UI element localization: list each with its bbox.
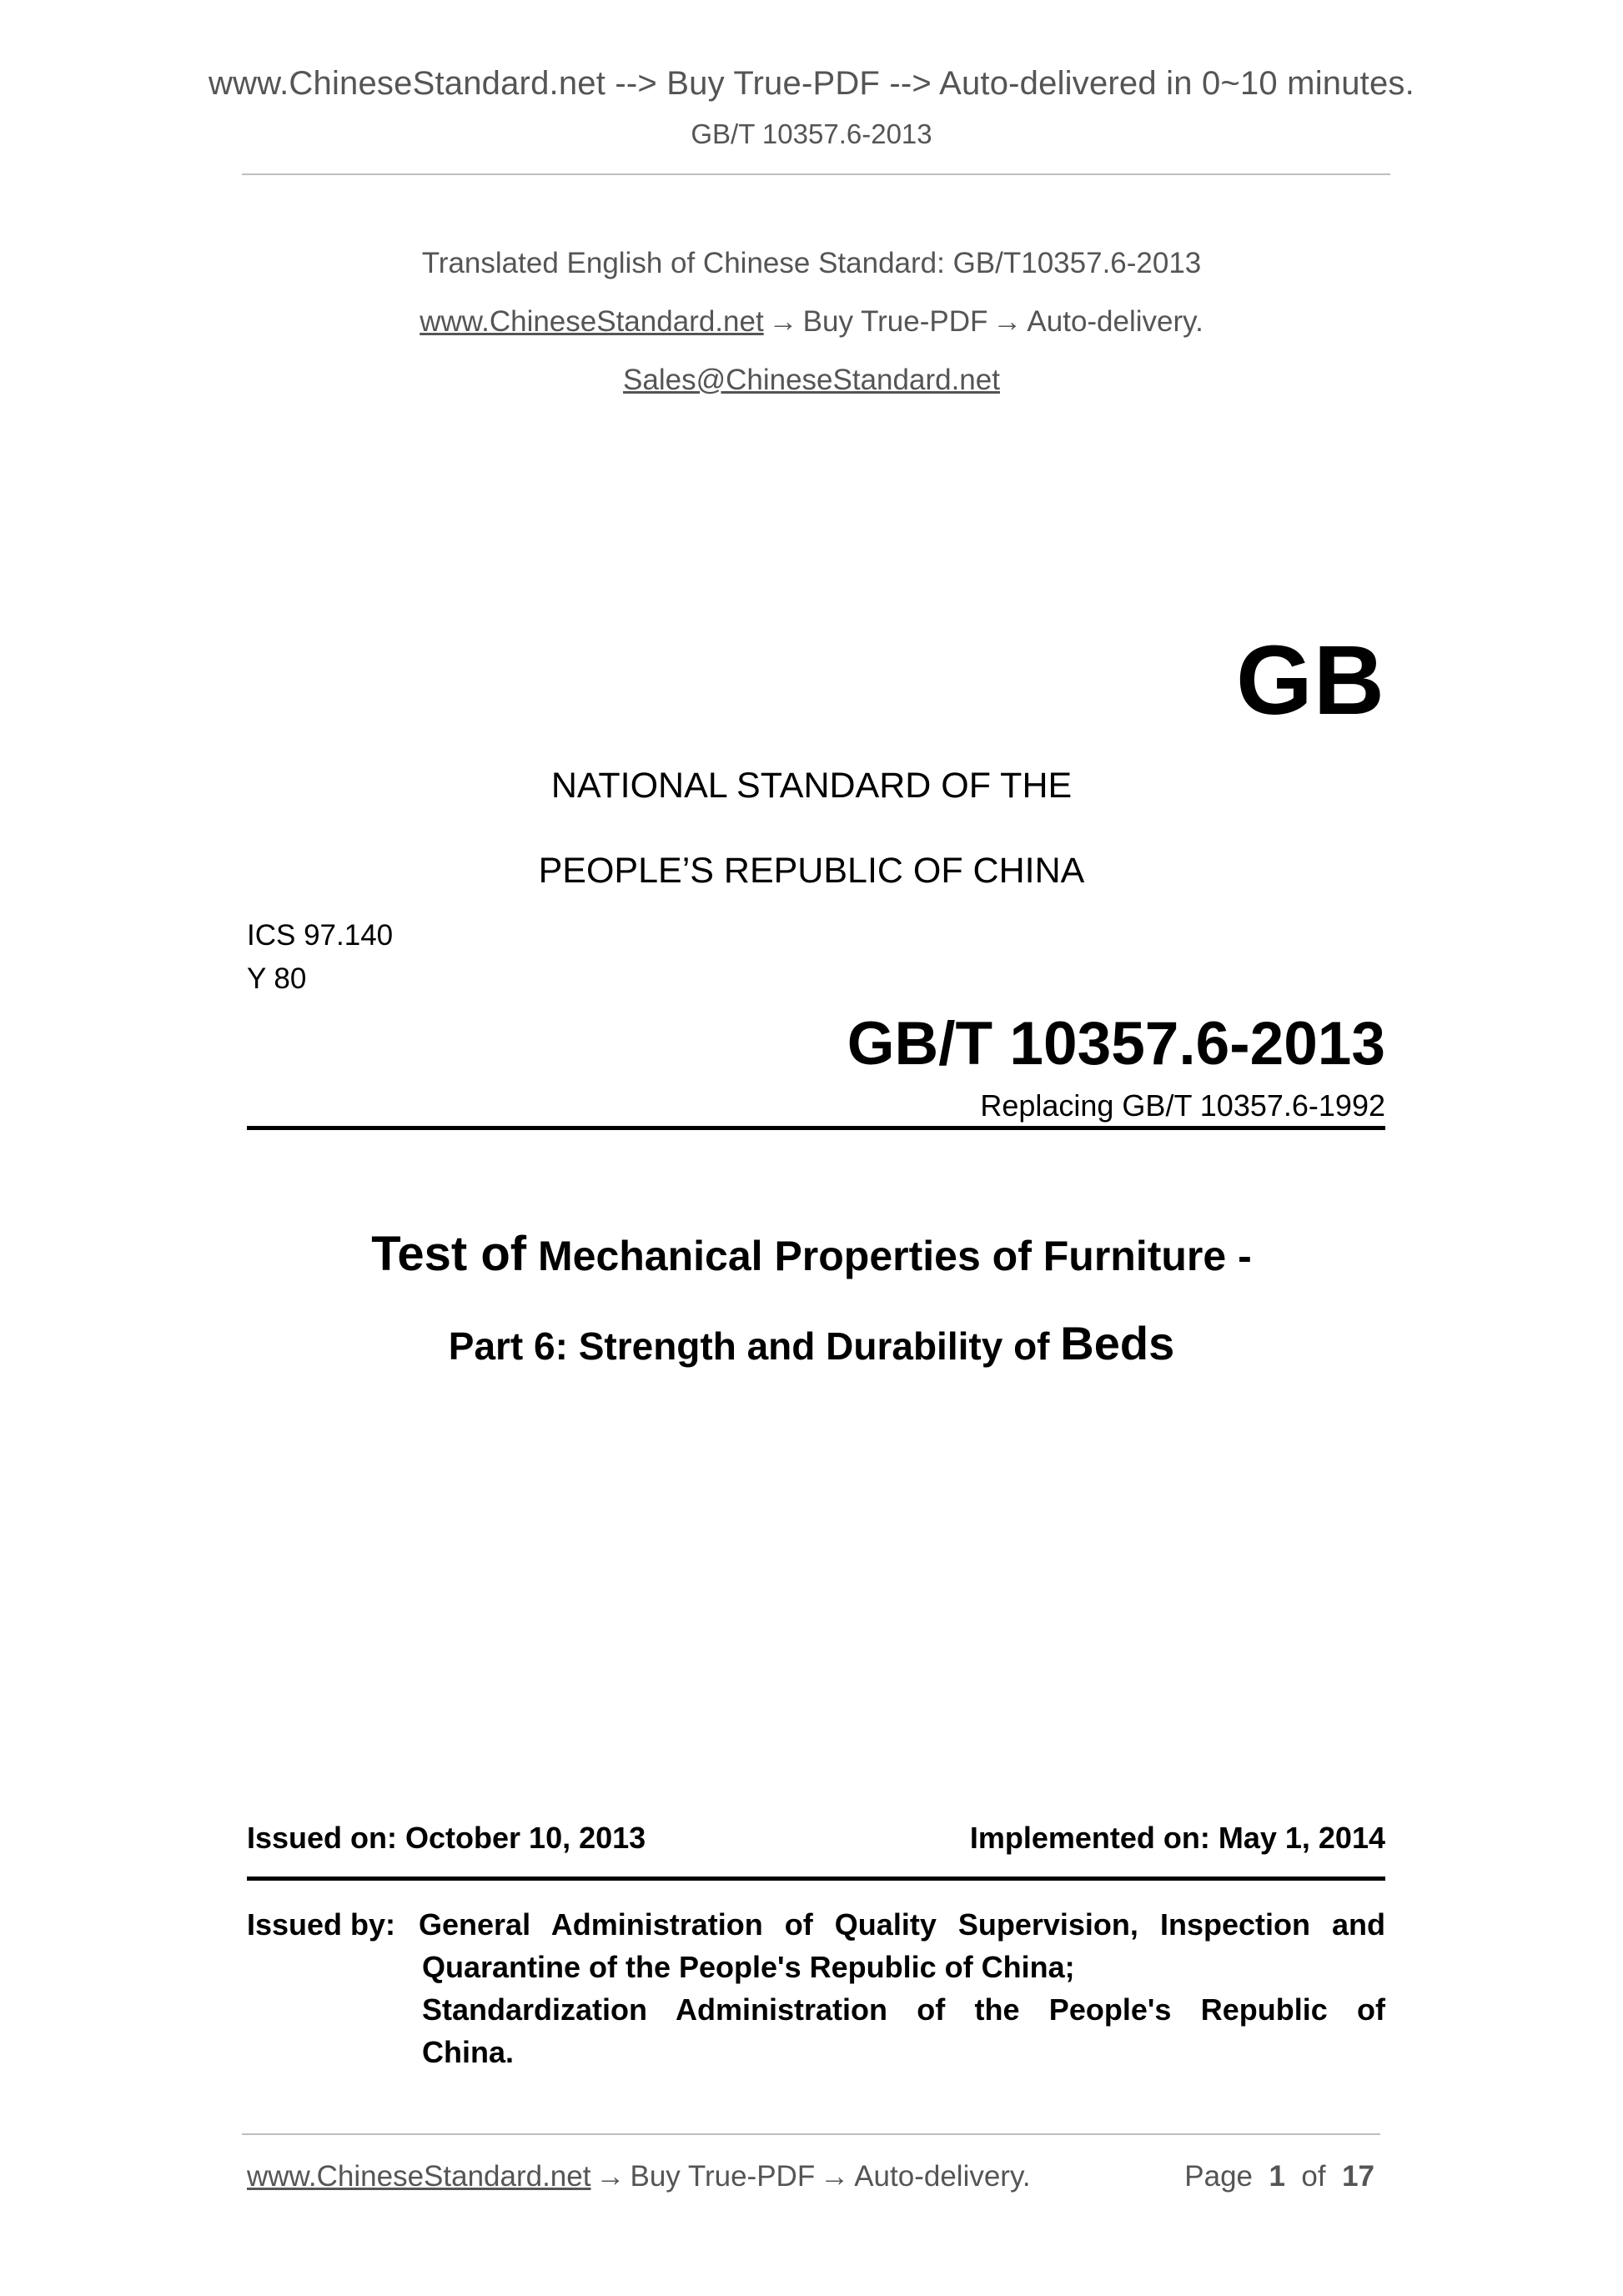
standard-code: GB/T 10357.6-2013 bbox=[847, 1010, 1385, 1078]
promo-line bbox=[0, 305, 1623, 339]
title-emphasis: Beds bbox=[1060, 1317, 1175, 1369]
issued-on-date: Issued on: October 10, 2013 bbox=[247, 1821, 646, 1855]
document-title-line2 bbox=[0, 1316, 1623, 1370]
page-total: 17 bbox=[1342, 2160, 1374, 2193]
arrow-right-icon: → bbox=[595, 2160, 626, 2193]
national-standard-line1: NATIONAL STANDARD OF THE bbox=[550, 766, 1073, 806]
translated-notice: Translated English of Chinese Standard: GB/T10357.6-2013 bbox=[421, 247, 1202, 279]
arrow-right-icon: → bbox=[768, 305, 798, 338]
footer-site-link[interactable]: www.ChineseStandard.net bbox=[247, 2160, 591, 2193]
title-text: Mechanical Properties of Furniture - bbox=[538, 1233, 1252, 1279]
replacing-note: Replacing GB/T 10357.6-1992 bbox=[980, 1088, 1385, 1123]
title-text: Part 6: Strength and Durability of bbox=[448, 1324, 1050, 1368]
ics-code: ICS 97.140 bbox=[247, 919, 394, 952]
issuer-org2-line1: Standardization Administration of the People's Republic of bbox=[422, 1992, 1385, 2027]
footer-buy-text: Buy True-PDF bbox=[630, 2160, 816, 2193]
footer-divider bbox=[242, 2133, 1380, 2135]
sales-line bbox=[0, 364, 1623, 397]
of-label: of bbox=[1301, 2160, 1326, 2193]
auto-delivery-text: Auto-delivery. bbox=[1027, 305, 1203, 338]
title-emphasis: Test of bbox=[371, 1227, 527, 1281]
implemented-on-date: Implemented on: May 1, 2014 bbox=[969, 1821, 1385, 1855]
page-label: Page bbox=[1184, 2160, 1254, 2193]
national-standard-line2: PEOPLE’S REPUBLIC OF CHINA bbox=[538, 851, 1085, 891]
arrow-right-icon: → bbox=[992, 305, 1023, 338]
issued-by-label: Issued by: bbox=[247, 1907, 396, 1942]
gb-logo: GB bbox=[1236, 625, 1385, 736]
arrow-right-icon: → bbox=[820, 2160, 850, 2193]
page-number: 1 bbox=[1269, 2160, 1285, 2193]
issuer-org2-line2: China. bbox=[422, 2035, 515, 2069]
top-banner: www.ChineseStandard.net --> Buy True-PDF --> Auto-delivered in 0~10 minutes. bbox=[209, 65, 1414, 102]
header-standard-code: GB/T 10357.6-2013 bbox=[691, 118, 932, 149]
ccs-code: Y 80 bbox=[247, 962, 307, 995]
issuer-org1-line1: General Administration of Quality Supervision, Inspection and bbox=[419, 1907, 1385, 1942]
footer-promo bbox=[247, 2160, 1031, 2193]
sales-email-link[interactable]: Sales@ChineseStandard.net bbox=[623, 364, 1000, 396]
issue-divider bbox=[247, 1876, 1385, 1881]
site-link[interactable]: www.ChineseStandard.net bbox=[420, 305, 764, 338]
issuer-org1-line2: Quarantine of the People's Republic of China; bbox=[422, 1950, 1075, 1984]
header-divider bbox=[242, 173, 1390, 175]
code-divider bbox=[247, 1126, 1385, 1130]
page-indicator bbox=[1184, 2160, 1374, 2193]
buy-true-pdf-text: Buy True-PDF bbox=[802, 305, 988, 338]
footer-delivery-text: Auto-delivery. bbox=[854, 2160, 1031, 2193]
document-title-line1 bbox=[0, 1226, 1623, 1282]
